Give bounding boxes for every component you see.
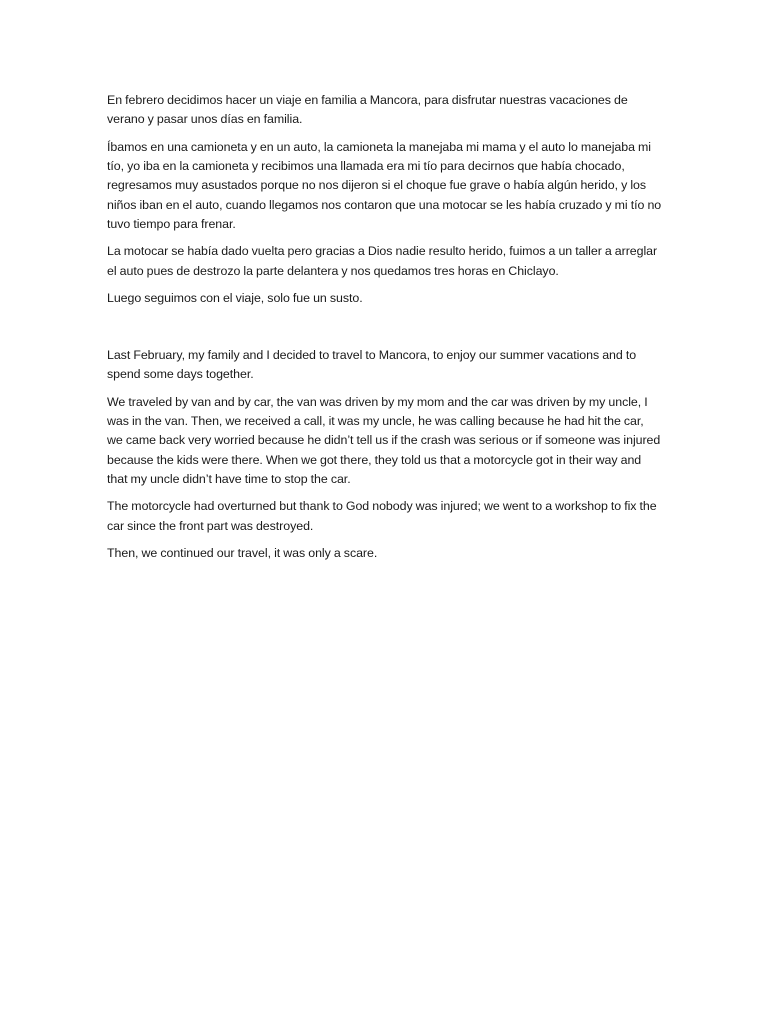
spanish-section bbox=[107, 91, 662, 317]
paragraph: La motocar se había dado vuelta pero gracias a Dios nadie resulto herido, fuimos a un taller a arreglar el auto pues de destrozo la parte delantera y nos quedamos tres horas en Chiclayo. bbox=[107, 244, 658, 278]
english-section bbox=[107, 346, 662, 572]
paragraph: Last February, my family and I decided to travel to Mancora, to enjoy our summer vacations and to spend some days together. bbox=[107, 348, 637, 382]
paragraph: En febrero decidimos hacer un viaje en familia a Mancora, para disfrutar nuestras vacaciones de verano y pasar unos días en familia. bbox=[107, 93, 628, 127]
paragraph: We traveled by van and by car, the van was driven by my mom and the car was driven by my uncle, I was in the van. Then, we received a call, it was my uncle, he was calling because he had hit the car, we came back very worried because he didn’t tell us if the crash was serious or if someone was injured because the kids were there. When we got there, they told us that a motorcycle got in their way and that my uncle didn’t have time to stop the car. bbox=[107, 394, 661, 486]
paragraph: Íbamos en una camioneta y en un auto, la camioneta la manejaba mi mama y el auto lo manejaba mi tío, yo iba en la camioneta y recibimos una llamada era mi tío para decirnos que había chocado, regresamos muy asustados porque no nos dijeron si el choque fue grave o había algún herido, y los niños iban en el auto, cuando llegamos nos contaron que una motocar se les había cruzado y mi tío no tuvo tiempo para frenar. bbox=[107, 139, 662, 231]
paragraph: Luego seguimos con el viaje, solo fue un susto. bbox=[107, 291, 363, 306]
paragraph: Then, we continued our travel, it was only a scare. bbox=[107, 546, 378, 561]
paragraph: The motorcycle had overturned but thank to God nobody was injured; we went to a workshop to fix the car since the front part was destroyed. bbox=[107, 499, 657, 533]
